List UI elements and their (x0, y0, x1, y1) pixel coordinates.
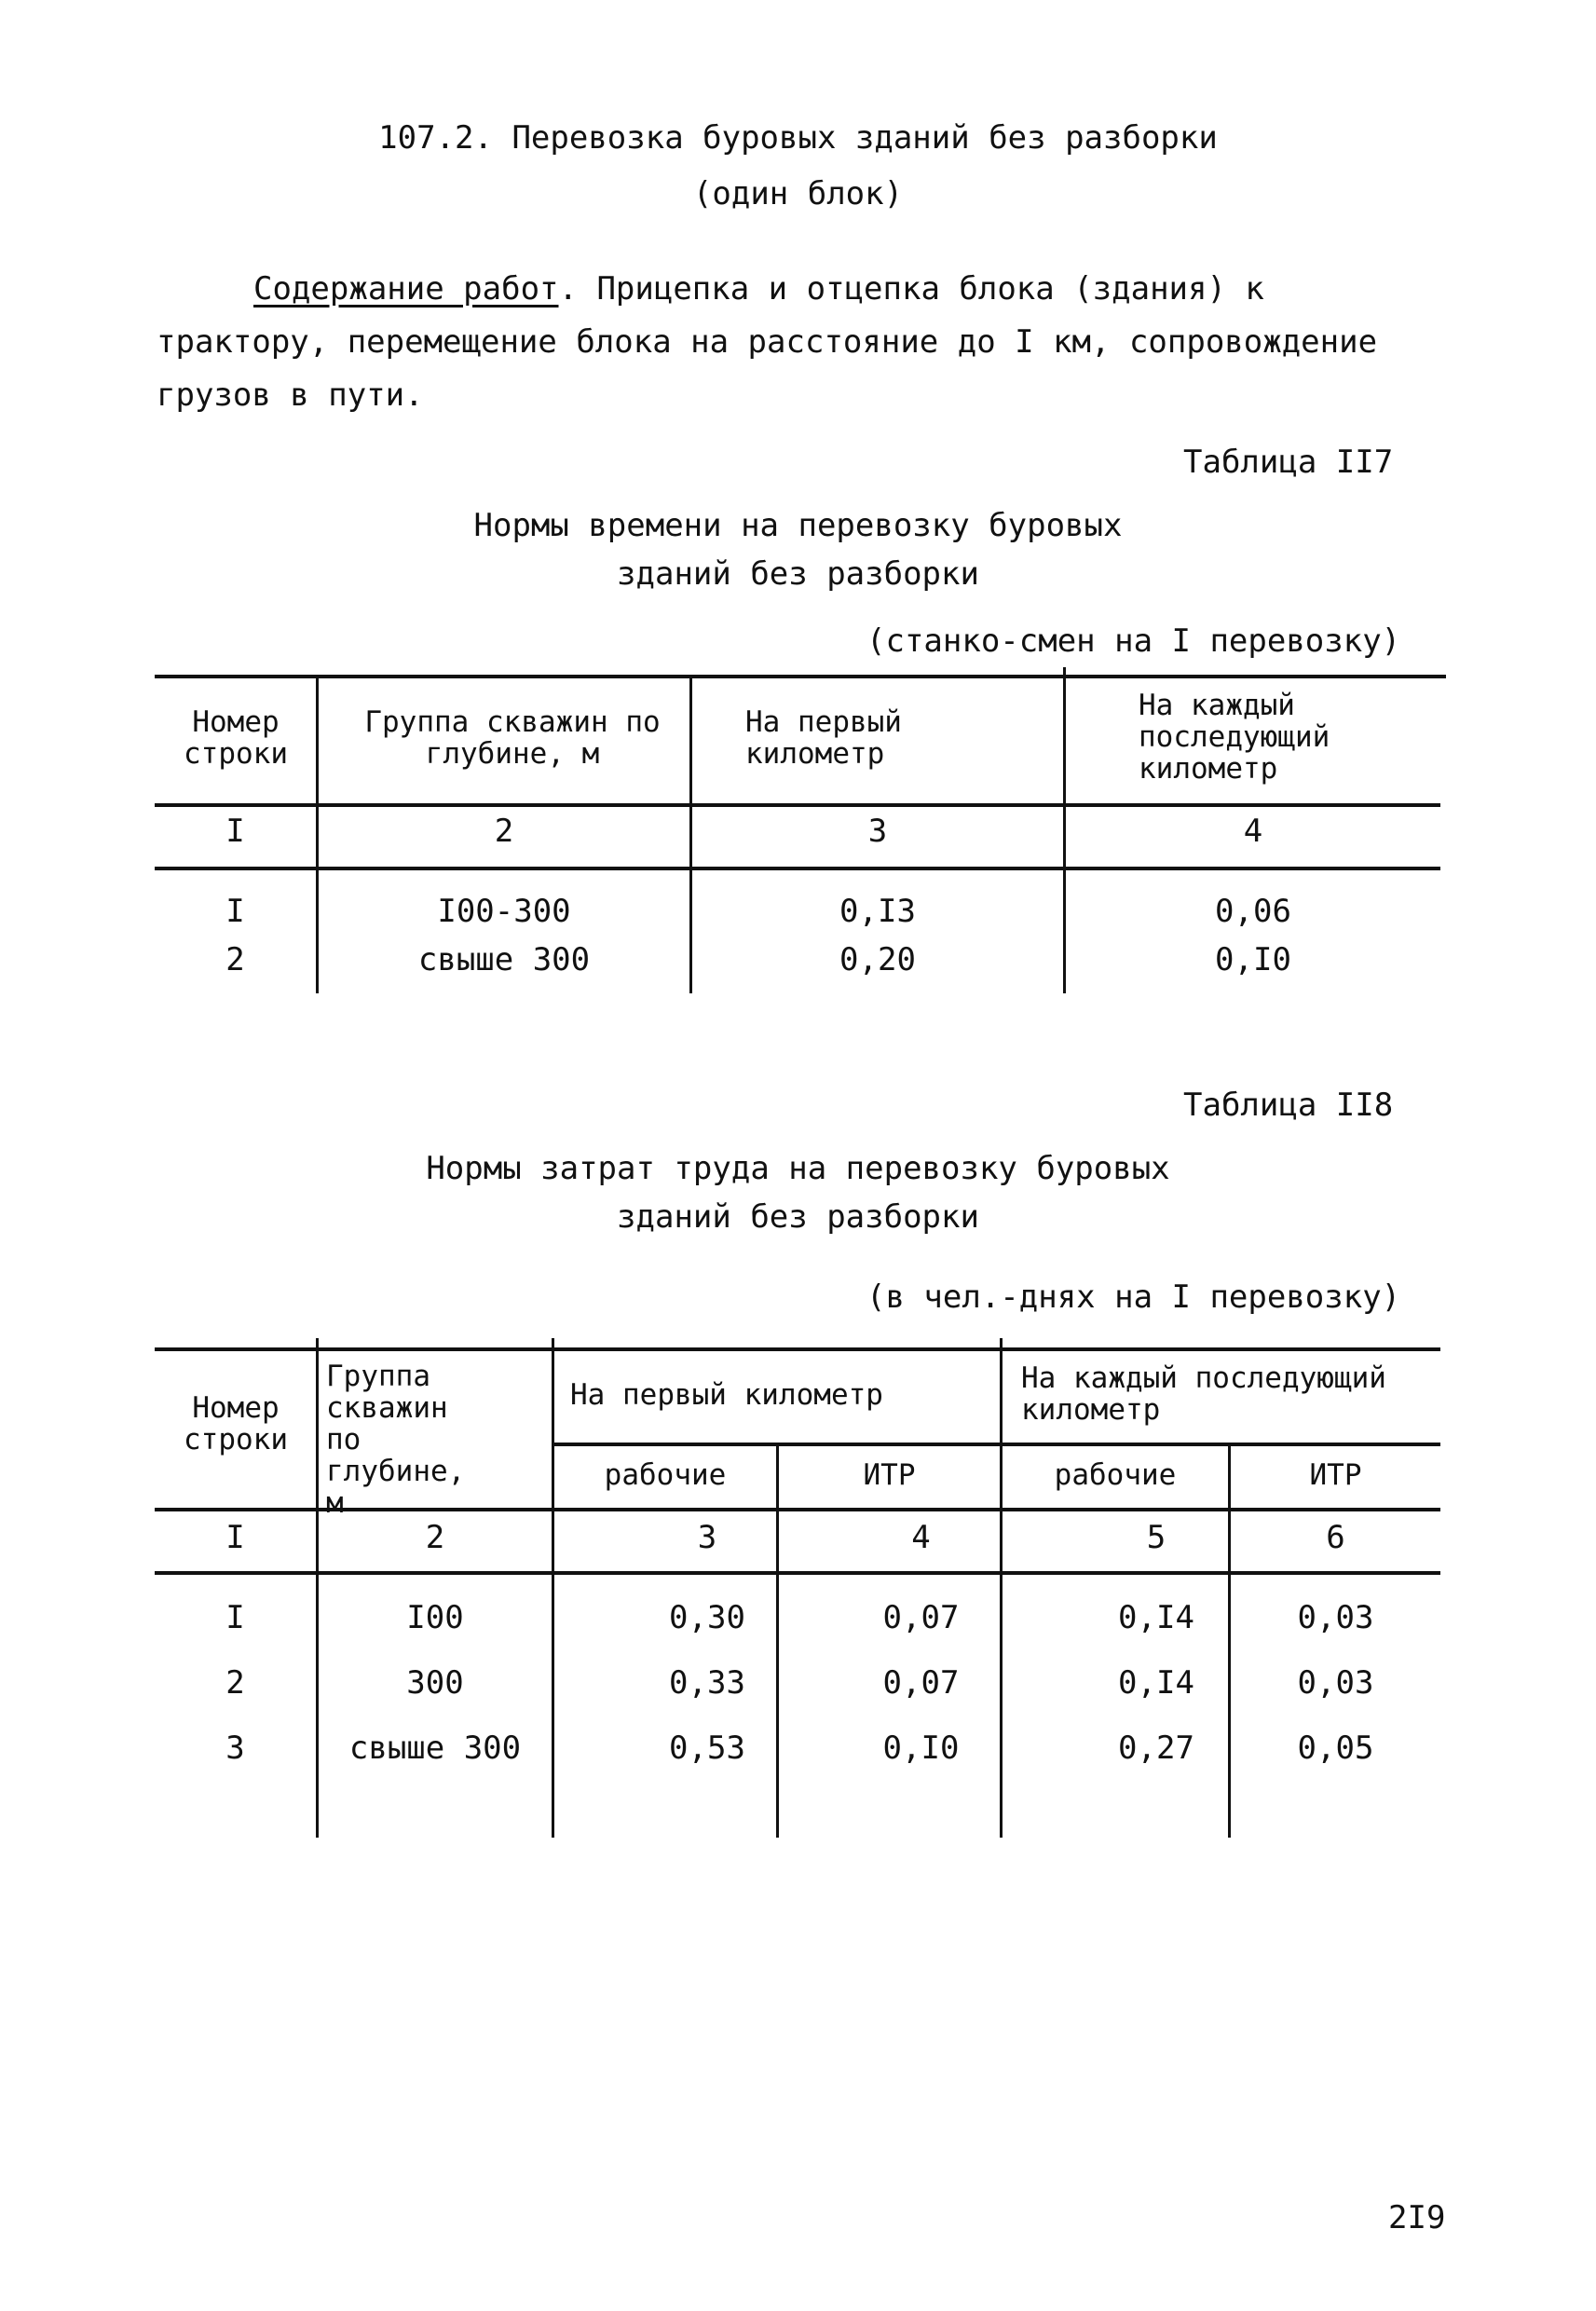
table-row-cell: 3 (225, 1730, 245, 1767)
table118-colnum-6: 6 (1326, 1519, 1345, 1556)
table118-colnum-2: 2 (425, 1519, 445, 1556)
table117-colnum-3: 3 (867, 813, 888, 850)
table-row-cell: 0,07 (882, 1599, 960, 1636)
table118-rule-subheader (552, 1443, 1440, 1446)
table118-title-line2: зданий без разборки (617, 1198, 979, 1236)
table118-header-itr-2: ИТР (1309, 1458, 1362, 1492)
table-row-cell: I (225, 1599, 245, 1636)
table118-header-row-num: Номер строки (184, 1391, 288, 1456)
table118-header-workers-1: рабочие (604, 1458, 727, 1492)
table118-colnum-1: I (225, 1519, 245, 1556)
table117-title-line1: Нормы времени на перевозку буровых (473, 507, 1123, 544)
table117-colnum-1: I (225, 813, 245, 850)
table117-header-first-km: На первый километр (745, 705, 902, 771)
section-subtitle: (один блок) (692, 175, 904, 212)
table-row-cell: 0,20 (839, 941, 916, 978)
table-row-cell: 0,06 (1215, 893, 1291, 930)
table-row-cell: 2 (225, 1664, 245, 1702)
table118-header-group: Группа скважин по глубине, м (326, 1360, 466, 1520)
table-row-cell: 0,I3 (839, 893, 916, 930)
table118-col-divider-3 (776, 1444, 779, 1838)
table-row-cell: 0,03 (1297, 1599, 1374, 1636)
table-row-cell: I00 (406, 1599, 464, 1636)
table-row-cell: 0,07 (882, 1664, 960, 1702)
table118-header-itr-1: ИТР (863, 1458, 916, 1492)
table117-header-group: Группа скважин по глубине, м (364, 705, 661, 771)
work-content-lead: Содержание работ (253, 270, 559, 308)
table-row-cell: свыше 300 (417, 941, 591, 978)
table118-rule-numbers (155, 1571, 1440, 1575)
table-row-cell: 300 (406, 1664, 464, 1702)
table118-colnum-5: 5 (1146, 1519, 1166, 1556)
table117-header-row-num: Номер строки (184, 705, 288, 771)
table-row-cell: 0,33 (669, 1664, 745, 1702)
table117-colnum-2: 2 (494, 813, 514, 850)
table117-unit: (станко-смен на I перевозку) (866, 622, 1401, 660)
table118-header-first-km: На первый километр (570, 1378, 883, 1412)
table117-rule-header (155, 803, 1440, 807)
table-row-cell: 0,I0 (882, 1730, 960, 1767)
section-title: 107.2. Перевозка буровых зданий без разборки (378, 119, 1218, 157)
table-row-cell: 2 (225, 941, 245, 978)
table-row-cell: I (225, 893, 245, 930)
table118-header-next-km: На каждый последующий километр (1021, 1361, 1386, 1427)
table-row-cell: 0,I4 (1118, 1664, 1194, 1702)
table-row-cell: 0,53 (669, 1730, 745, 1767)
table-row-cell: 0,27 (1118, 1730, 1194, 1767)
table-row-cell: 0,05 (1297, 1730, 1374, 1767)
table-row-cell: 0,30 (669, 1599, 745, 1636)
table117-rule-numbers (155, 867, 1440, 870)
table117-header-next-km: На каждый последующий километр (1139, 689, 1330, 786)
table118-colnum-3: 3 (697, 1519, 717, 1556)
table118-rule-top (155, 1347, 1440, 1351)
table-row-cell: 0,I4 (1118, 1599, 1194, 1636)
work-content-paragraph (157, 263, 1442, 422)
table118-header-workers-2: рабочие (1054, 1458, 1177, 1492)
table118-colnum-4: 4 (911, 1519, 931, 1556)
page-number: 2I9 (1388, 2199, 1446, 2236)
table-row-cell: 0,I0 (1215, 941, 1291, 978)
table118-unit: (в чел.-днях на I перевозку) (866, 1279, 1401, 1316)
table118-title-line1: Нормы затрат труда на перевозку буровых (426, 1150, 1170, 1187)
table117-title-line2: зданий без разборки (617, 555, 979, 593)
work-content-text: . Прицепка и отцепка блока (здания) к трактору, перемещение блока на расстояние до I км, сопровождение грузов в пути. (157, 270, 1378, 414)
table-row-cell: I00-300 (437, 893, 571, 930)
table117-rule-top (155, 675, 1446, 678)
table118-label: Таблица II8 (1183, 1087, 1394, 1124)
table-row-cell: свыше 300 (348, 1730, 522, 1767)
table117-label: Таблица II7 (1183, 444, 1394, 481)
table-row-cell: 0,03 (1297, 1664, 1374, 1702)
table117-colnum-4: 4 (1243, 813, 1263, 850)
table118-col-divider-5 (1228, 1444, 1231, 1838)
table118-col-divider-2 (552, 1338, 554, 1838)
